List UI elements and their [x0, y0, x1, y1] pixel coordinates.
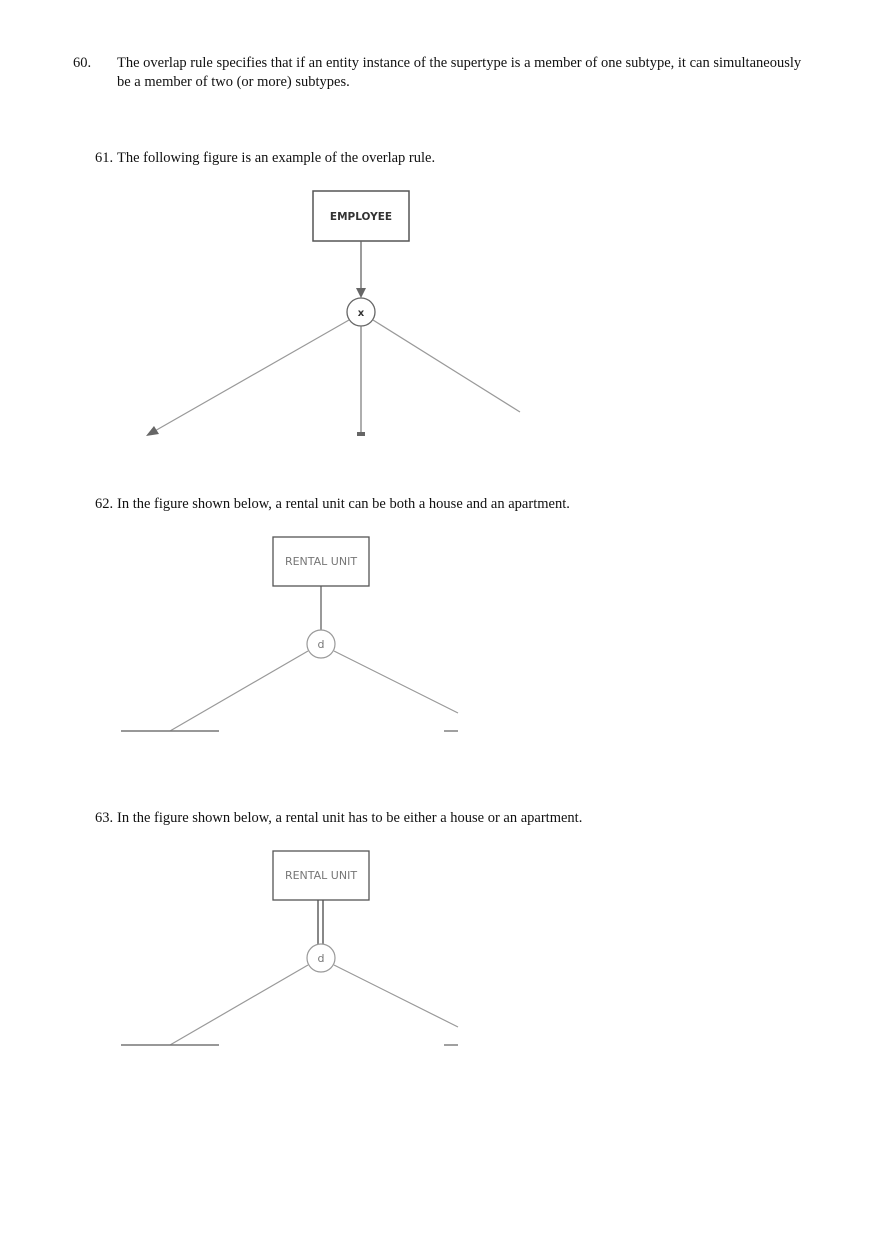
question-text: In the figure shown below, a rental unit can be both a house and an apartment.: [117, 496, 570, 512]
employee-supertype-label: EMPLOYEE: [329, 211, 393, 223]
subtype-right-line: [334, 965, 458, 1027]
question-text: The following figure is an example of the overlap rule.: [117, 150, 436, 166]
question-number: 62.: [95, 496, 114, 512]
subtype-left-line: [170, 965, 308, 1045]
question-number: 63.: [95, 810, 114, 826]
question-number: 61.: [95, 150, 114, 166]
disjoint-symbol: d: [317, 952, 325, 965]
question-text: In the figure shown below, a rental unit has to be either a house or an apartment.: [117, 810, 583, 826]
question-text: The overlap rule specifies that if an entity instance of the supertype is a member of one subtype, it can simultaneously be a member of two (or more) subtypes.: [117, 55, 802, 90]
disjoint-symbol: d: [317, 638, 325, 651]
question-number: 60.: [73, 55, 92, 71]
rental-unit-supertype-label: RENTAL UNIT: [284, 869, 358, 882]
rental-unit-supertype-label: RENTAL UNIT: [284, 555, 358, 568]
overlap-symbol: x: [357, 308, 365, 319]
